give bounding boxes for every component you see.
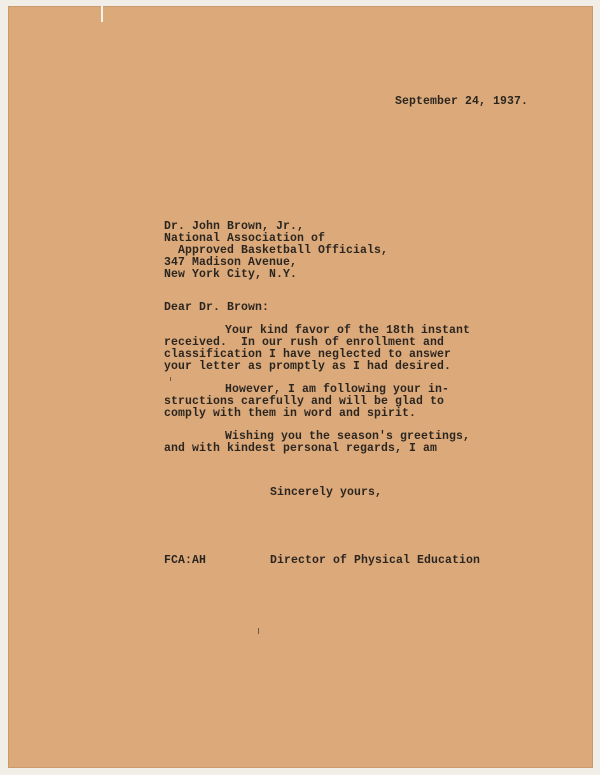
paragraph-3-line: Wishing you the season's greetings, (225, 430, 471, 443)
paragraph-1-line: received. In our rush of enrollment and (164, 336, 445, 349)
paper-tear (101, 6, 103, 22)
recipient-organization-cont: Approved Basketball Officials, (178, 244, 389, 257)
ink-speck (258, 628, 259, 634)
paragraph-2-line: comply with them in word and spirit. (164, 407, 417, 420)
letter-date: September 24, 1937. (395, 95, 529, 108)
recipient-city: New York City, N.Y. (164, 268, 298, 281)
recipient-organization: National Association of (164, 232, 326, 245)
recipient-street: 347 Madison Avenue, (164, 256, 298, 269)
paragraph-3-line: and with kindest personal regards, I am (164, 442, 438, 455)
ink-speck (170, 377, 171, 381)
typist-initials: FCA:AH (164, 554, 207, 567)
paragraph-1-line: your letter as promptly as I had desired. (164, 360, 452, 373)
salutation: Dear Dr. Brown: (164, 301, 270, 314)
paragraph-2-line: However, I am following your in- (225, 383, 450, 396)
recipient-name: Dr. John Brown, Jr., (164, 220, 305, 233)
paragraph-1-line: classification I have neglected to answer (164, 348, 452, 361)
paragraph-2-line: structions carefully and will be glad to (164, 395, 445, 408)
closing: Sincerely yours, (270, 486, 383, 499)
signature-title: Director of Physical Education (270, 554, 481, 567)
paragraph-1-line: Your kind favor of the 18th instant (225, 324, 471, 337)
